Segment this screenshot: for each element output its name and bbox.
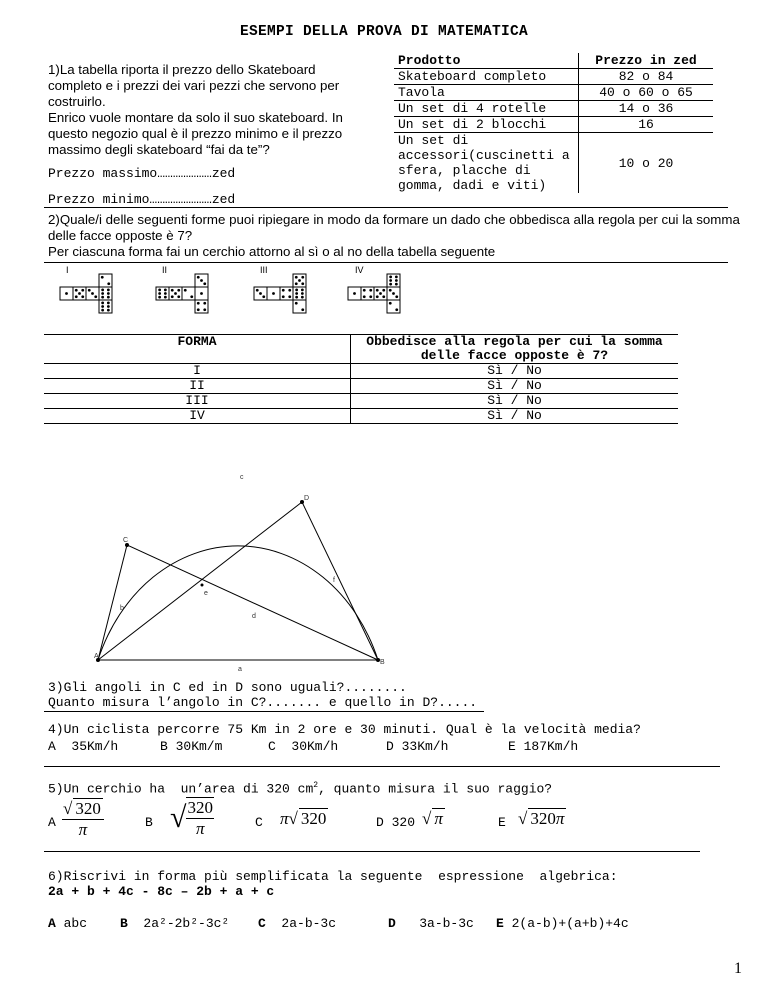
segment-label-d: d bbox=[252, 613, 256, 620]
point-label-b: B bbox=[380, 659, 385, 666]
q5-e-number: 320 bbox=[530, 809, 556, 828]
q5-option-b: √ $\frac{320}{\pi}$ bbox=[170, 798, 213, 838]
q6-option-text: 3a-b-3c bbox=[419, 916, 474, 931]
price-table-header-product: Prodotto bbox=[394, 53, 579, 69]
q5-b-number: 320 bbox=[187, 798, 213, 817]
table-cell: IV bbox=[44, 409, 351, 424]
question-2-intro: 2)Quale/i delle seguenti forme puoi ripiegare in modo da formare un dado che obbedisca alla regola per cui la somma delle facce opposte è 7? bbox=[48, 212, 740, 243]
table-cell: 82 o 84 bbox=[579, 69, 714, 85]
table-cell: 40 o 60 o 65 bbox=[579, 85, 714, 101]
table-cell: III bbox=[44, 394, 351, 409]
shape-label: III bbox=[260, 265, 268, 275]
q5-option-b-letter: B bbox=[145, 815, 153, 830]
page-number: 1 bbox=[734, 960, 742, 977]
segment-label-e: e bbox=[204, 590, 208, 597]
question-5-post: , quanto misura il suo raggio? bbox=[318, 781, 553, 797]
q6-option-text: 2a²-2b²-3c² bbox=[143, 916, 230, 931]
table-cell: II bbox=[44, 379, 351, 394]
q5-option-d-prefix: D 320 bbox=[376, 815, 416, 830]
q5-option-a-letter: A bbox=[48, 815, 56, 830]
q4-option-d: D 33Km/h bbox=[386, 739, 449, 754]
q4-option-b: B 30Km/m bbox=[160, 739, 223, 754]
q5-d-pi: π bbox=[434, 809, 443, 828]
q6-option-letter: E bbox=[496, 916, 504, 931]
q6-option-b bbox=[120, 916, 229, 931]
segment-label-f: f bbox=[333, 577, 335, 584]
segment-label-c: c bbox=[240, 474, 244, 481]
q5-option-c: π√ 320 bbox=[280, 809, 327, 828]
q5-b-pi: π bbox=[195, 819, 205, 838]
table-cell: 10 o 20 bbox=[579, 133, 714, 194]
q5-e-pi: π bbox=[555, 809, 565, 828]
q5-option-d: √ π bbox=[422, 809, 443, 828]
question-1-intro: 1)La tabella riporta il prezzo dello Skateboard completo e i prezzi dei vari pezzi che servono per costruirlo. bbox=[48, 62, 340, 109]
table-cell: Skateboard completo bbox=[394, 69, 579, 85]
divider bbox=[44, 711, 484, 712]
question-2-prompt: Per ciascuna forma fai un cerchio attorno al sì o al no della tabella seguente bbox=[48, 244, 496, 259]
point-label-c: C bbox=[123, 537, 129, 544]
shape-label: I bbox=[66, 265, 69, 275]
q6-option-text: 2(a-b)+(a+b)+4c bbox=[511, 916, 629, 931]
q5-a-pi: π bbox=[78, 820, 88, 839]
divider bbox=[44, 851, 700, 852]
q5-option-e: √ 320π bbox=[518, 809, 565, 828]
q4-option-e: E 187Km/h bbox=[508, 739, 579, 754]
q5-a-number: 320 bbox=[75, 799, 101, 818]
q4-option-c: C 30Km/h bbox=[268, 739, 339, 754]
question-6-expression: 2a + b + 4c - 8c – 2b + a + c bbox=[48, 884, 275, 899]
table-cell: Un set di accessori(cuscinetti a sfera, placche di gomma, dadi e viti) bbox=[394, 133, 579, 194]
dice-table-header-shape: FORMA bbox=[44, 335, 351, 364]
question-5-text bbox=[48, 778, 552, 797]
dice-nets-figure bbox=[50, 262, 450, 332]
question-6-text: 6)Riscrivi in forma più semplificata la seguente espressione algebrica: bbox=[48, 869, 618, 884]
q6-option-d bbox=[388, 916, 474, 931]
point-label-d: D bbox=[304, 495, 310, 502]
yes-no-choice: Sì / No bbox=[351, 379, 679, 394]
q6-option-letter: B bbox=[120, 916, 128, 931]
table-cell: 14 o 36 bbox=[579, 101, 714, 117]
question-5-pre: 5)Un cerchio ha un’area di 320 cm bbox=[48, 781, 314, 797]
question-5-exponent: 2 bbox=[313, 781, 319, 790]
question-3-line-2: Quanto misura l’angolo in C?....... e quello in D?..... bbox=[48, 695, 478, 710]
dice-table-header-rule: Obbedisce alla regola per cui la somma delle facce opposte è 7? bbox=[351, 335, 679, 364]
q6-option-a bbox=[48, 916, 87, 931]
yes-no-choice: Sì / No bbox=[351, 394, 679, 409]
max-price-answer: Prezzo massimo…………………zed bbox=[48, 166, 236, 181]
q5-c-number: 320 bbox=[300, 809, 327, 828]
q5-option-e-letter: E bbox=[498, 815, 506, 830]
q5-option-c-letter: C bbox=[255, 815, 263, 830]
table-cell: I bbox=[44, 364, 351, 379]
q5-c-pi: π bbox=[280, 809, 289, 828]
table-cell: Un set di 4 rotelle bbox=[394, 101, 579, 117]
q6-option-letter: C bbox=[258, 916, 266, 931]
yes-no-choice: Sì / No bbox=[351, 409, 679, 424]
q6-option-letter: A bbox=[48, 916, 56, 931]
min-price-answer: Prezzo minimo……………………zed bbox=[48, 192, 236, 207]
divider bbox=[44, 207, 728, 208]
question-1-text bbox=[48, 62, 366, 158]
segment-label-a: a bbox=[238, 666, 242, 673]
question-1-prompt: Enrico vuole montare da solo il suo skateboard. In questo negozio qual è il prezzo minimo e il prezzo massimo degli skateboard “fai da te”? bbox=[48, 110, 343, 157]
yes-no-choice: Sì / No bbox=[351, 364, 679, 379]
q4-option-a: A 35Km/h bbox=[48, 739, 119, 754]
q6-option-text: 2a-b-3c bbox=[281, 916, 337, 931]
question-3-line-1: 3)Gli angoli in C ed in D sono uguali?........ bbox=[48, 680, 407, 695]
price-table bbox=[394, 53, 713, 193]
dice-rule-table bbox=[44, 334, 678, 424]
price-table-header-price: Prezzo in zed bbox=[595, 53, 697, 68]
table-cell: 16 bbox=[579, 117, 714, 133]
shape-label: IV bbox=[355, 265, 364, 275]
table-cell: Un set di 2 blocchi bbox=[394, 117, 579, 133]
divider bbox=[44, 766, 720, 767]
shape-label: II bbox=[162, 265, 168, 275]
segment-label-b: b bbox=[120, 605, 124, 612]
q6-option-c bbox=[258, 916, 336, 931]
question-4-text: 4)Un ciclista percorre 75 Km in 2 ore e 30 minuti. Qual è la velocità media? bbox=[48, 722, 641, 737]
question-2-text bbox=[48, 212, 748, 260]
point-label-a: A bbox=[94, 653, 99, 660]
q6-option-text: abc bbox=[63, 916, 88, 931]
table-cell: Tavola bbox=[394, 85, 579, 101]
q6-option-e bbox=[496, 916, 629, 931]
page-title: ESEMPI DELLA PROVA DI MATEMATICA bbox=[239, 24, 529, 40]
semicircle-figure bbox=[80, 468, 400, 678]
q6-option-letter: D bbox=[388, 916, 396, 931]
q5-option-a: $\frac{√ 320}{\pi}$ bbox=[62, 798, 104, 840]
